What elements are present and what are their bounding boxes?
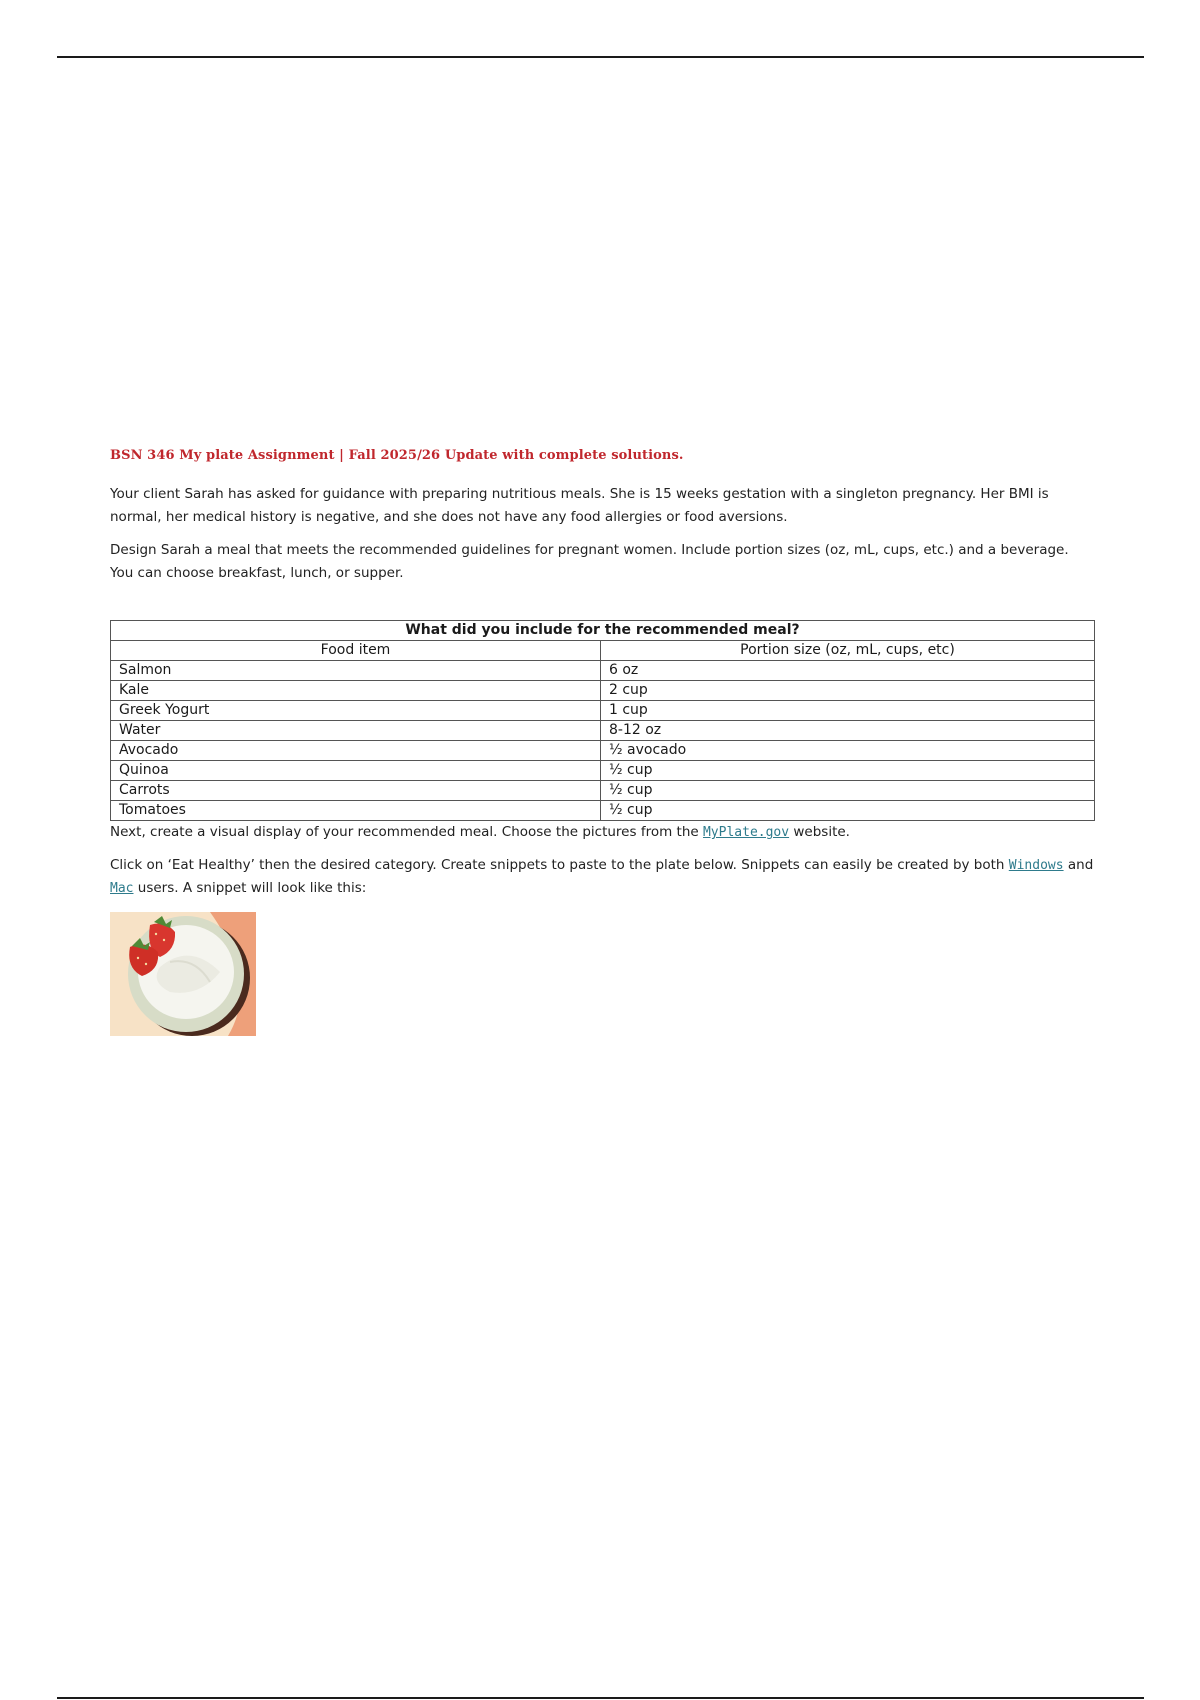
snippet-example-image: [110, 912, 256, 1036]
mac-link[interactable]: Mac: [110, 881, 134, 896]
next-text-after: website.: [789, 824, 850, 840]
snippet-text-before: Click on ‘Eat Healthy’ then the desired category. Create snippets to paste to the plate below. Snippets can easily be created by both: [110, 857, 1009, 873]
footer-rule: [57, 1697, 1144, 1699]
food-item-cell: Avocado: [111, 741, 601, 761]
table-row: [111, 781, 1095, 801]
portion-cell: 2 cup: [601, 681, 1095, 701]
snippet-text-after: users. A snippet will look like this:: [133, 880, 367, 896]
portion-cell: ½ cup: [601, 781, 1095, 801]
table-row: [111, 741, 1095, 761]
portion-cell: ½ cup: [601, 801, 1095, 821]
intro-paragraph: Your client Sarah has asked for guidance with preparing nutritious meals. She is 15 weeks gestation with a singleton pregnancy. Her BMI is normal, her medical history is negative, and she does not have any food allergies or food aversions.: [110, 486, 1049, 525]
document-body: [110, 448, 1095, 1036]
table-row: [111, 681, 1095, 701]
windows-link[interactable]: Windows: [1008, 858, 1064, 873]
column-header-food-item: Food item: [111, 641, 601, 661]
table-row: [111, 761, 1095, 781]
table-caption: What did you include for the recommended meal?: [111, 621, 1095, 641]
table-row: [111, 701, 1095, 721]
portion-cell: 8-12 oz: [601, 721, 1095, 741]
next-text-before: Next, create a visual display of your recommended meal. Choose the pictures from the: [110, 824, 703, 840]
column-header-portion-size: Portion size (oz, mL, cups, etc): [601, 641, 1095, 661]
food-item-cell: Salmon: [111, 661, 601, 681]
portion-cell: ½ cup: [601, 761, 1095, 781]
food-item-cell: Tomatoes: [111, 801, 601, 821]
table-row: [111, 801, 1095, 821]
meal-table: [110, 620, 1095, 821]
food-item-cell: Water: [111, 721, 601, 741]
header-rule: [57, 56, 1144, 58]
snippet-text-mid: and: [1063, 857, 1094, 873]
yogurt-bowl-icon: [110, 912, 256, 1036]
next-paragraph: [110, 821, 1095, 844]
snippet-paragraph: [110, 854, 1095, 900]
myplate-link[interactable]: MyPlate.gov: [702, 825, 790, 840]
table-row: [111, 661, 1095, 681]
instructions-paragraph: Design Sarah a meal that meets the recommended guidelines for pregnant women. Include portion sizes (oz, mL, cups, etc.) and a beverage. You can choose breakfast, lunch, or supper.: [110, 542, 1069, 581]
portion-cell: 1 cup: [601, 701, 1095, 721]
food-item-cell: Carrots: [111, 781, 601, 801]
food-item-cell: Greek Yogurt: [111, 701, 601, 721]
portion-cell: ½ avocado: [601, 741, 1095, 761]
table-row: [111, 721, 1095, 741]
food-item-cell: Kale: [111, 681, 601, 701]
document-title: BSN 346 My plate Assignment | Fall 2025/26 Update with complete solutions.: [110, 448, 684, 463]
portion-cell: 6 oz: [601, 661, 1095, 681]
food-item-cell: Quinoa: [111, 761, 601, 781]
